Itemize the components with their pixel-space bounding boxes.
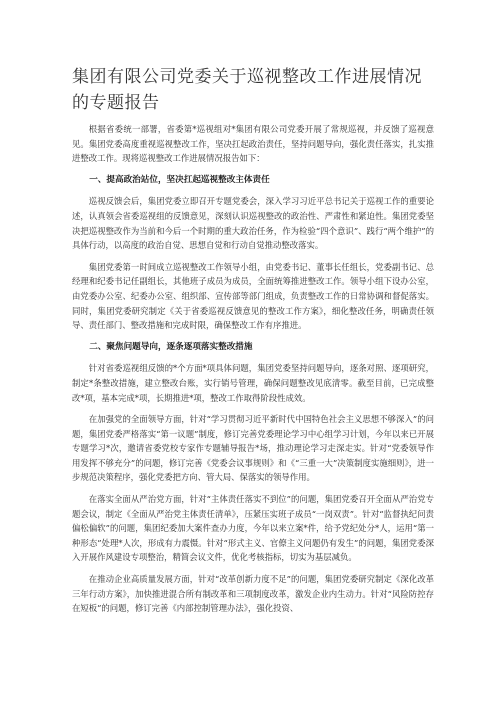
section2-paragraph-3: 在落实全面从严治党方面，针对“主体责任落实不到位”的问题，集团党委召开全面从严治党专题会议，制定《全面从严治党主体责任清单》，压紧压实班子成员“一岗双责”。针对“监督执纪问责偏松偏软”的问题，集团纪委加大案件查办力度，今年以来立案*件，给予党纪处分*人，运用“第一种形态”处理*人次，形成有力震慑。针对“形式主义、官僚主义问题仍有发生”的问题，集团党委深入开展作风建设专项整治，精简会议文件，优化考核指标，切实为基层减负。	[72, 494, 434, 563]
section2-paragraph-1: 针对省委巡视组反馈的*个方面*项具体问题，集团党委坚持问题导向，逐条对照、逐项研究，制定*条整改措施，建立整改台账，实行销号管理，确保问题整改见底清零。截至目前，已完成整改*项，基本完成*项，长期推进*项，整改工作取得阶段性成效。	[72, 363, 434, 403]
section2-paragraph-2: 在加强党的全面领导方面，针对“学习贯彻习近平新时代中国特色社会主义思想不够深入”的问题，集团党委严格落实“第一议题”制度，修订完善党委理论学习中心组学习计划，今年以来已开展专题学习*次，邀请省委党校专家作专题辅导报告*场，推动理论学习走深走实。针对“党委领导作用发挥不够充分”的问题，修订完善《党委会议事规则》和《“三重一大”决策制度实施细则》，进一步规范决策程序，强化党委把方向、管大局、保落实的领导作用。	[72, 414, 434, 483]
section-heading-2: 二、聚焦问题导向，逐条逐项落实整改措施	[89, 341, 253, 352]
section1-paragraph-1: 巡视反馈会后，集团党委立即召开专题党委会，深入学习习近平总书记关于巡视工作的重要论述，认真领会省委巡视组的反馈意见，深刻认识巡视整改的政治性、严肃性和紧迫性。集团党委坚决把巡视整改作为当前和今后一个时期的重大政治任务，作为检验“四个意识”、践行“两个维护”的具体行动，以高度的政治自觉、思想自觉和行动自觉推动整改落实。	[72, 196, 434, 251]
section2-paragraph-4: 在推动企业高质量发展方面，针对“改革创新力度不足”的问题，集团党委研究制定《深化改革三年行动方案》，加快推进混合所有制改革和三项制度改革，激发企业内生动力。针对“风险防控存在短板”的问题，修订完善《内部控制管理办法》，强化投资、	[72, 574, 434, 614]
section1-paragraph-2: 集团党委第一时间成立巡视整改工作领导小组，由党委书记、董事长任组长，党委副书记、总经理和纪委书记任副组长，其他班子成员为成员，全面统筹推进整改工作。领导小组下设办公室，由党委办公室、纪委办公室、组织部、宣传部等部门组成，负责整改工作的日常协调和督促落实。同时，集团党委研究制定《关于省委巡视反馈意见的整改工作方案》，细化整改任务，明确责任领导、责任部门、整改措施和完成时限，确保整改工作有序推进。	[72, 261, 434, 331]
section-heading-1: 一、提高政治站位，坚决扛起巡视整改主体责任	[89, 174, 270, 185]
document-title: 集团有限公司党委关于巡视整改工作进展情况的专题报告	[72, 67, 422, 113]
intro-paragraph: 根据省委统一部署，省委第*巡视组对*集团有限公司党委开展了常规巡视，并反馈了巡视意见。集团党委高度重视巡视整改工作，坚决扛起政治责任，坚持问题导向，强化责任落实，扎实推进整改工作。现将巡视整改工作进展情况报告如下：	[72, 124, 434, 164]
